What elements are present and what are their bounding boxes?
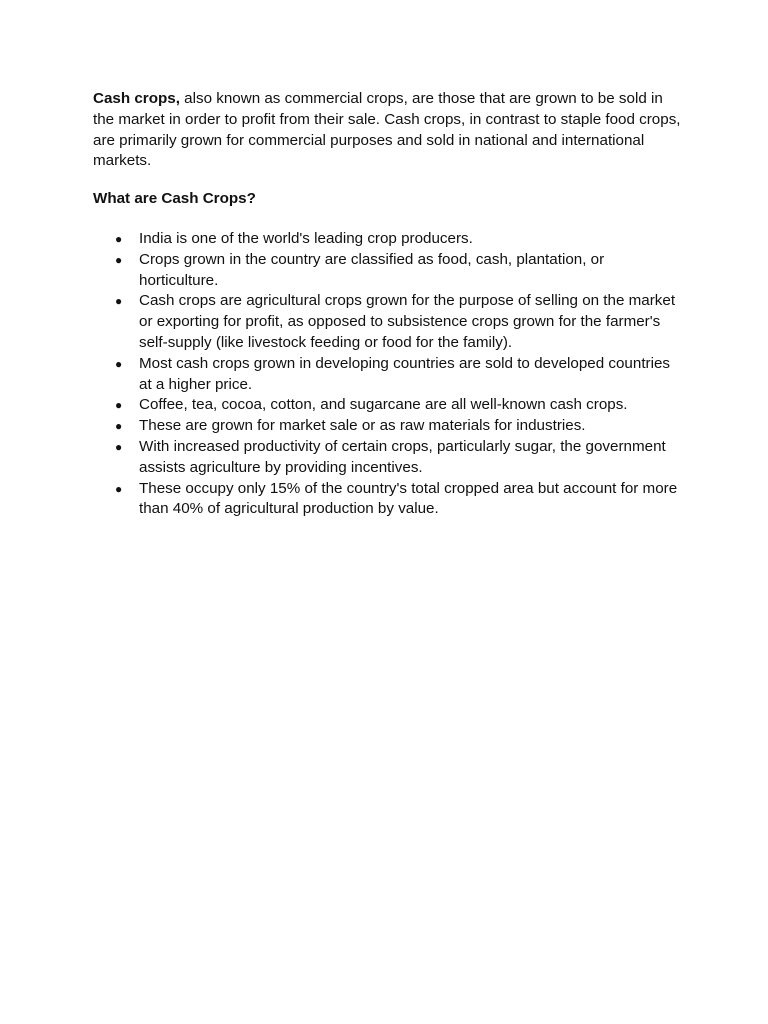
list-item [93, 229, 683, 250]
list-item-text: India is one of the world's leading crop producers. [139, 229, 473, 247]
list-item-text: Most cash crops grown in developing countries are sold to developed countries at a higher price. [139, 354, 671, 393]
list-item [93, 354, 683, 396]
intro-text: also known as commercial crops, are those that are grown to be sold in the market in order to profit from their sale. Cash crops, in contrast to staple food crops, are primarily grown for commercial purposes and sold in national and international markets. [93, 90, 681, 170]
bullet-icon: ● [115, 252, 123, 267]
list-item [93, 416, 683, 437]
list-item [93, 395, 683, 416]
list-item-text: These occupy only 15% of the country's total cropped area but account for more than 40% of agricultural production by value. [139, 479, 678, 518]
list-item [93, 250, 683, 292]
list-item-text: Crops grown in the country are classified as food, cash, plantation, or horticulture. [139, 250, 605, 289]
list-item-text: Cash crops are agricultural crops grown for the purpose of selling on the market or exporting for profit, as opposed to subsistence crops grown for the farmer's self-supply (like livestock feeding or food for the family). [139, 292, 676, 351]
document-content [93, 89, 683, 520]
list-item-text: With increased productivity of certain crops, particularly sugar, the government assists agriculture by providing incentives. [139, 437, 666, 476]
list-item [93, 291, 683, 353]
section-heading: What are Cash Crops? [93, 190, 256, 208]
bullet-list [93, 229, 683, 520]
list-item-text: Coffee, tea, cocoa, cotton, and sugarcane are all well-known cash crops. [139, 396, 628, 414]
bullet-icon: ● [115, 294, 123, 309]
bullet-icon: ● [115, 398, 123, 413]
bullet-icon: ● [115, 481, 123, 496]
bullet-icon: ● [115, 356, 123, 371]
bullet-icon: ● [115, 419, 123, 434]
list-item [93, 479, 683, 521]
intro-paragraph [93, 89, 683, 172]
intro-lead-term: Cash crops, [93, 90, 180, 107]
bullet-icon: ● [115, 439, 123, 454]
list-item-text: These are grown for market sale or as raw materials for industries. [139, 417, 586, 435]
bullet-icon: ● [115, 231, 123, 246]
list-item [93, 437, 683, 479]
